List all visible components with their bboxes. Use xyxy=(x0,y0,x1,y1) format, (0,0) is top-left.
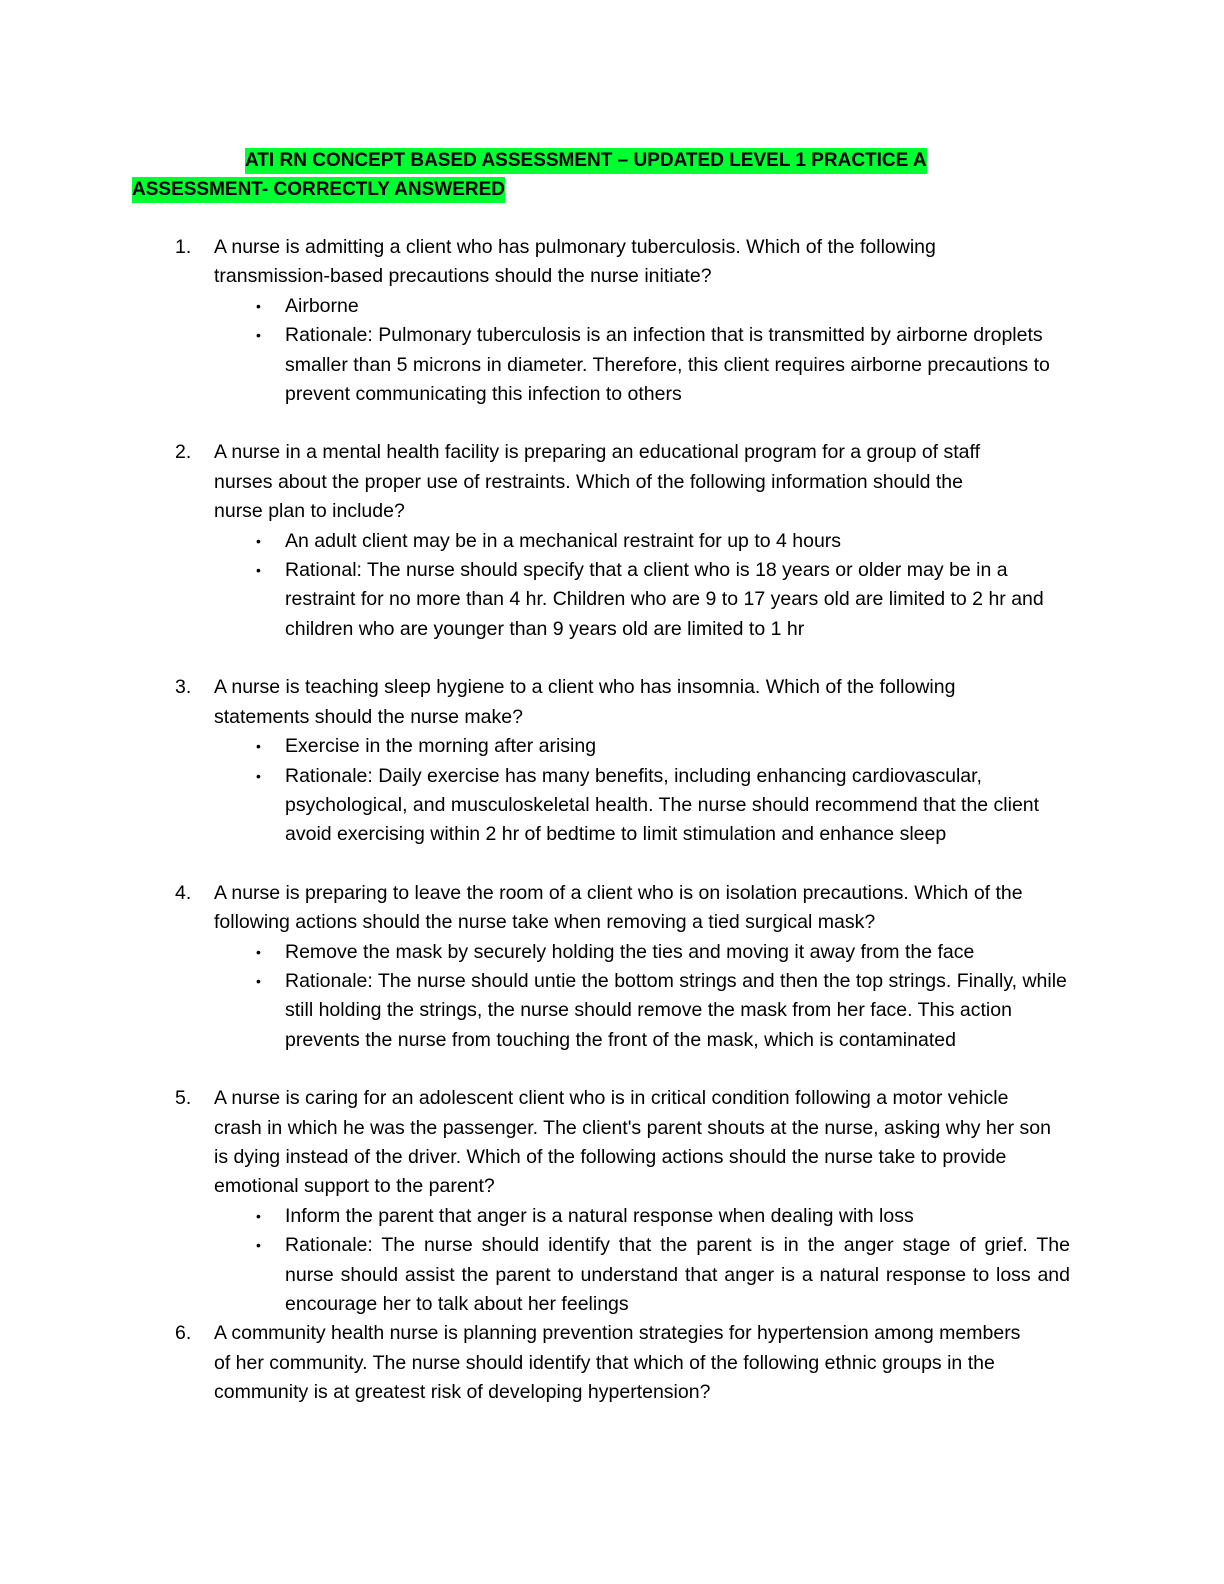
title-line-2: ASSESSMENT- CORRECTLY ANSWERED xyxy=(132,177,505,203)
answer-text: Inform the parent that anger is a natural response when dealing with loss xyxy=(285,1204,914,1227)
answer-item xyxy=(214,527,1070,556)
question-stem: A nurse in a mental health facility is preparing an educational program for a group of staff nurses about the proper use of restraints. Which of the following information should the nurse plan to include? xyxy=(214,441,981,523)
question-number: 2. xyxy=(175,441,192,464)
answer-list xyxy=(214,527,1075,645)
answer-item xyxy=(214,732,1070,761)
question-stem: A nurse is preparing to leave the room of a client who is on isolation precautions. Which of the following actions should the nurse take when removing a tied surgical mask? xyxy=(214,881,1023,934)
bullet-icon: • xyxy=(256,738,261,755)
rationale-item xyxy=(214,1231,1070,1319)
question-item xyxy=(175,1319,1075,1407)
document-title xyxy=(132,146,952,204)
question-number: 5. xyxy=(175,1087,192,1110)
answer-item xyxy=(214,1202,1070,1231)
answer-list xyxy=(214,732,1075,850)
answer-text: Airborne xyxy=(285,294,359,317)
question-number: 3. xyxy=(175,676,192,699)
question-item xyxy=(175,1084,1075,1319)
question-number: 1. xyxy=(175,236,192,258)
question-list xyxy=(175,233,1075,1408)
rationale-text: Rationale: The nurse should untie the bottom strings and then the top strings. Finally, while still holding the strings, the nurse should remove the mask from her face. This action prevents the nurse from touching the front of the mask, which is contaminated xyxy=(285,969,1067,1051)
answer-item xyxy=(214,292,1070,321)
question-stem: A community health nurse is planning prevention strategies for hypertension among members of her community. The nurse should identify that which of the following ethnic groups in the community is at greatest risk of developing hypertension? xyxy=(214,1322,1021,1404)
rationale-item xyxy=(214,556,1070,644)
bullet-icon: • xyxy=(256,943,261,960)
bullet-icon: • xyxy=(256,562,261,579)
question-number: 6. xyxy=(175,1322,192,1345)
rationale-text: Rationale: Pulmonary tuberculosis is an infection that is transmitted by airborne droplets smaller than 5 microns in diameter. Therefore, this client requires airborne precautions to prevent communicating this infection to others xyxy=(285,324,1050,406)
question-item xyxy=(175,233,1075,409)
bullet-icon: • xyxy=(256,767,261,784)
question-number: 4. xyxy=(175,881,192,904)
answer-text: An adult client may be in a mechanical restraint for up to 4 hours xyxy=(285,529,842,552)
question-stem: A nurse is teaching sleep hygiene to a client who has insomnia. Which of the following statements should the nurse make? xyxy=(214,676,956,728)
rationale-text: Rational: The nurse should specify that a client who is 18 years or older may be in a restraint for no more than 4 hr. Children who are 9 to 17 years old are limited to 2 hr and children who are younger than 9 years old are limited to 1 hr xyxy=(285,559,1044,640)
bullet-icon: • xyxy=(256,532,261,549)
question-stem: A nurse is caring for an adolescent client who is in critical condition following a motor vehicle crash in which he was the passenger. The client's parent shouts at the nurse, asking why her son is dying instead of the driver. Which of the following actions should the nurse take to provide emotional support to the parent? xyxy=(214,1087,1051,1198)
rationale-item xyxy=(214,967,1070,1055)
answer-list xyxy=(214,1202,1075,1320)
answer-text: Remove the mask by securely holding the ties and moving it away from the face xyxy=(285,940,975,963)
rationale-text: Rationale: The nurse should identify that the parent is in the anger stage of grief. The nurse should assist the parent to understand that anger is a natural response to loss and encourage her to talk about her feelings xyxy=(285,1234,1070,1315)
title-line-1: ATI RN CONCEPT BASED ASSESSMENT – UPDATED LEVEL 1 PRACTICE A xyxy=(245,148,927,174)
bullet-icon: • xyxy=(256,1207,261,1224)
question-item xyxy=(175,673,1075,849)
bullet-icon: • xyxy=(256,972,261,989)
answer-text: Exercise in the morning after arising xyxy=(285,735,597,758)
bullet-icon: • xyxy=(256,297,261,314)
answer-list xyxy=(214,292,1075,410)
bullet-icon: • xyxy=(256,1237,261,1254)
rationale-item xyxy=(214,321,1070,409)
rationale-item xyxy=(214,762,1070,850)
answer-item xyxy=(214,938,1070,967)
rationale-text: Rationale: Daily exercise has many benefits, including enhancing cardiovascular, psychological, and musculoskeletal health. The nurse should recommend that the client avoid exercising within 2 hr of bedtime to limit stimulation and enhance sleep xyxy=(285,764,1040,846)
question-item xyxy=(175,438,1075,644)
question-item xyxy=(175,879,1075,1055)
bullet-icon: • xyxy=(256,327,261,344)
answer-list xyxy=(214,938,1075,1056)
question-stem: A nurse is admitting a client who has pulmonary tuberculosis. Which of the following transmission-based precautions should the nurse initiate? xyxy=(214,236,936,288)
